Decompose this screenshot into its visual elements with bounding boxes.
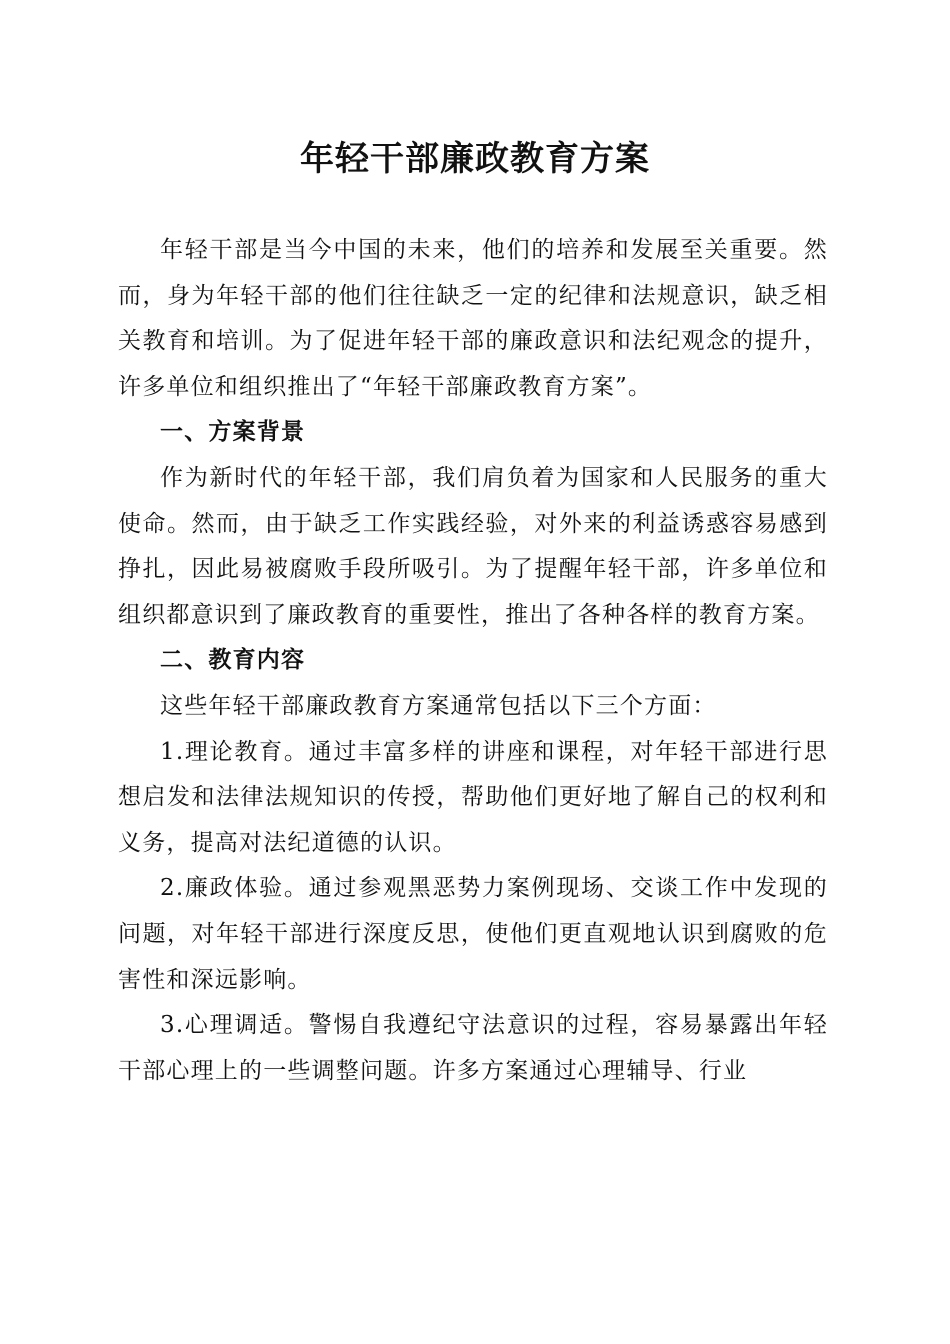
content-lead-paragraph: 这些年轻干部廉政教育方案通常包括以下三个方面： xyxy=(160,692,717,719)
content-item-experience: 2.廉政体验。通过参观黑恶势力案例现场、交谈工作中发现的问题，对年轻干部进行深度反思，使他们更直观地认识到腐败的危害性和深远影响。 xyxy=(118,875,828,993)
section-heading-background: 一、方案背景 xyxy=(160,419,306,446)
document-title: 年轻干部廉政教育方案 xyxy=(300,139,650,179)
background-paragraph: 作为新时代的年轻干部，我们肩负着为国家和人民服务的重大使命。然而，由于缺乏工作实践经验，对外来的利益诱惑容易感到挣扎，因此易被腐败手段所吸引。为了提醒年轻干部，许多单位和组织都意识到了廉政教育的重要性，推出了各种各样的教育方案。 xyxy=(118,464,828,628)
content-item-theory: 1.理论教育。通过丰富多样的讲座和课程，对年轻干部进行思想启发和法律法规知识的传授，帮助他们更好地了解自己的权利和义务，提高对法纪道德的认识。 xyxy=(118,738,828,856)
document-body xyxy=(118,228,828,1094)
intro-paragraph: 年轻干部是当今中国的未来，他们的培养和发展至关重要。然而，身为年轻干部的他们往往缺乏一定的纪律和法规意识，缺乏相关教育和培训。为了促进年轻干部的廉政意识和法纪观念的提升，许多单位和组织推出了“年轻干部廉政教育方案”。 xyxy=(118,237,828,400)
section-heading-content: 二、教育内容 xyxy=(160,647,306,674)
content-item-psychology: 3.心理调适。警惕自我遵纪守法意识的过程，容易暴露出年轻干部心理上的一些调整问题。许多方案通过心理辅导、行业 xyxy=(118,1012,828,1084)
